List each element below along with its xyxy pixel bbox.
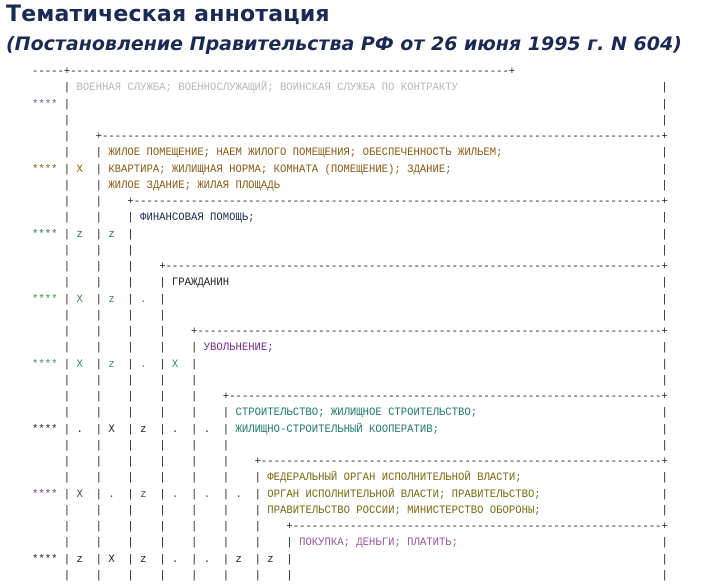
theme-separator: | | | | | | +---------------------------------------------------------------+: [63, 456, 668, 468]
border-line: +----------------------------------------------------------+: [286, 521, 668, 533]
border-line: +--------------------------------------------------------------------+: [222, 391, 668, 403]
cell-mark: .: [235, 488, 242, 501]
theme-label: ЖИЛИЩНО-СТРОИТЕЛЬНЫЙ КООПЕРАТИВ;: [235, 423, 439, 436]
cell-mark: .: [203, 553, 211, 566]
table-border-top: [32, 64, 668, 80]
theme-line: | | | | | | |: [63, 439, 668, 452]
theme-label: ФИНАНСОВАЯ ПОМОЩЬ;: [140, 212, 255, 225]
cell-mark: .: [76, 423, 83, 436]
theme-line: **** | X | z | . | X | |: [32, 358, 668, 371]
cell-mark: z: [267, 553, 274, 566]
cell-mark: z: [140, 423, 147, 436]
theme-line: | ВОЕННАЯ СЛУЖБА; ВОЕННОСЛУЖАЩИЙ; ВОИНСКАЯ СЛУЖБА ПО КОНТРАКТУ |: [63, 82, 668, 95]
cell-mark: X: [171, 358, 179, 371]
row-stars: ****: [32, 293, 58, 306]
cell-mark: z: [108, 228, 115, 241]
theme-label: СТРОИТЕЛЬСТВО; ЖИЛИЩНОЕ СТРОИТЕЛЬСТВО;: [235, 407, 478, 420]
cell-mark: X: [76, 293, 83, 306]
theme-line: | | | | | УВОЛЬНЕНИЕ; |: [63, 342, 668, 355]
cell-mark: z: [235, 553, 242, 566]
theme-label: ПРАВИТЕЛЬСТВО РОССИИ; МИНИСТЕРСТВО ОБОРОНЫ;: [267, 504, 541, 517]
theme-line: | | | | ГРАЖДАНИН |: [63, 277, 668, 290]
cell-mark: .: [108, 488, 115, 501]
cell-mark: .: [203, 488, 211, 501]
row-stars: ****: [32, 163, 58, 176]
row-stars: ****: [32, 358, 58, 371]
theme-separator: | | +-----------------------------------------------------------------------------------+: [63, 196, 668, 208]
theme-label: ЖИЛОЕ ПОМЕЩЕНИЕ; НАЕМ ЖИЛОГО ПОМЕЩЕНИЯ; ОБЕСПЕЧЕННОСТЬ ЖИЛЬЕМ;: [108, 147, 503, 160]
border-line: +------------------------------------------------------------------------------+: [159, 261, 668, 273]
theme-line: **** | X | z | . | |: [32, 293, 668, 306]
cell-mark: X: [76, 163, 83, 176]
theme-label: ВОЕННАЯ СЛУЖБА; ВОЕННОСЛУЖАЩИЙ; ВОИНСКАЯ СЛУЖБА ПО КОНТРАКТУ: [76, 82, 458, 95]
cell-mark: z: [140, 553, 147, 566]
theme-label: ФЕДЕРАЛЬНЫЙ ОРГАН ИСПОЛНИТЕЛЬНОЙ ВЛАСТИ;: [267, 472, 522, 485]
theme-label: ЖИЛОЕ ЗДАНИЕ; ЖИЛАЯ ПЛОЩАДЬ: [108, 179, 280, 192]
cell-mark: .: [140, 358, 147, 371]
cell-mark: .: [203, 423, 211, 436]
cell-mark: X: [108, 553, 115, 566]
border-line: +-------------------------------------------------------------------------+: [190, 326, 668, 338]
theme-line: | | | | | | | ПРАВИТЕЛЬСТВО РОССИИ; МИНИСТЕРСТВО ОБОРОНЫ; |: [63, 504, 668, 517]
cell-mark: X: [76, 488, 83, 501]
cell-mark: z: [76, 553, 83, 566]
theme-line: **** | |: [32, 98, 668, 111]
cell-mark: .: [171, 553, 179, 566]
theme-label: УВОЛЬНЕНИЕ;: [203, 342, 274, 355]
cell-mark: .: [171, 423, 179, 436]
cell-mark: X: [108, 423, 115, 436]
theme-label: ПОКУПКА; ДЕНЬГИ; ПЛАТИТЬ;: [299, 537, 459, 550]
cell-mark: z: [140, 488, 147, 501]
theme-line: | | | ФИНАНСОВАЯ ПОМОЩЬ; |: [63, 212, 668, 225]
theme-label: ОРГАН ИСПОЛНИТЕЛЬНОЙ ВЛАСТИ; ПРАВИТЕЛЬСТВО;: [267, 488, 541, 501]
row-stars: ****: [32, 423, 58, 436]
border-line: +-----------------------------------------------------------------------------------+: [127, 196, 668, 208]
theme-line: **** | X | КВАРТИРА; ЖИЛИЩНАЯ НОРМА; КОМНАТА (ПОМЕЩЕНИЕ); ЗДАНИЕ; |: [32, 163, 668, 176]
cell-mark: z: [108, 358, 115, 371]
cell-mark: z: [108, 293, 115, 306]
thematic-annotation-table: [32, 64, 668, 584]
theme-line: | | | | | |: [63, 374, 668, 387]
row-stars: ****: [32, 553, 58, 566]
theme-separator: | | | | +-------------------------------------------------------------------------+: [63, 326, 668, 338]
theme-line: **** | X | . | z | . | . | . | ОРГАН ИСПОЛНИТЕЛЬНОЙ ВЛАСТИ; ПРАВИТЕЛЬСТВО; |: [32, 488, 668, 501]
theme-label: ГРАЖДАНИН: [171, 277, 230, 290]
cell-mark: z: [76, 228, 83, 241]
page-title: Тематическая аннотация: [6, 2, 330, 27]
theme-line: | | | | | | | ФЕДЕРАЛЬНЫЙ ОРГАН ИСПОЛНИТЕЛЬНОЙ ВЛАСТИ; |: [63, 472, 668, 485]
row-stars: ****: [32, 488, 58, 501]
theme-separator: | | | +------------------------------------------------------------------------------+: [63, 261, 668, 273]
border-line: +----------------------------------------------------------------------------------------+: [95, 131, 668, 143]
theme-line: | | | | | | СТРОИТЕЛЬСТВО; ЖИЛИЩНОЕ СТРОИТЕЛЬСТВО; |: [63, 407, 668, 420]
theme-line: | | | | | | | | ПОКУПКА; ДЕНЬГИ; ПЛАТИТЬ; |: [63, 537, 668, 550]
page-subtitle: (Постановление Правительства РФ от 26 июня 1995 г. N 604): [6, 33, 682, 55]
theme-separator: | +----------------------------------------------------------------------------------------+: [63, 131, 668, 143]
theme-line: | | | |: [63, 244, 668, 257]
theme-separator: | | | | | | | +----------------------------------------------------------+: [63, 521, 668, 533]
row-stars: ****: [32, 228, 58, 241]
theme-line: | | ЖИЛОЕ ЗДАНИЕ; ЖИЛАЯ ПЛОЩАДЬ |: [63, 179, 668, 192]
theme-line: **** | z | z | |: [32, 228, 668, 241]
row-stars: ****: [32, 98, 58, 111]
border-line: -----+---------------------------------------------------------------------+: [32, 66, 516, 78]
theme-line: **** | z | X | z | . | . | z | z | |: [32, 553, 668, 566]
theme-line: | | | | |: [63, 309, 668, 322]
cell-mark: .: [171, 488, 179, 501]
theme-line: | |: [63, 114, 668, 127]
theme-separator: | | | | | +--------------------------------------------------------------------+: [63, 391, 668, 403]
theme-line: | | ЖИЛОЕ ПОМЕЩЕНИЕ; НАЕМ ЖИЛОГО ПОМЕЩЕНИЯ; ОБЕСПЕЧЕННОСТЬ ЖИЛЬЕМ; |: [63, 147, 668, 160]
theme-label: КВАРТИРА; ЖИЛИЩНАЯ НОРМА; КОМНАТА (ПОМЕЩЕНИЕ); ЗДАНИЕ;: [108, 163, 452, 176]
cell-mark: X: [76, 358, 83, 371]
border-line: +---------------------------------------------------------------+: [254, 456, 668, 468]
theme-line: **** | . | X | z | . | . | ЖИЛИЩНО-СТРОИТЕЛЬНЫЙ КООПЕРАТИВ; |: [32, 423, 668, 436]
theme-line: | | | | | | | | |: [63, 569, 668, 582]
cell-mark: .: [140, 293, 147, 306]
